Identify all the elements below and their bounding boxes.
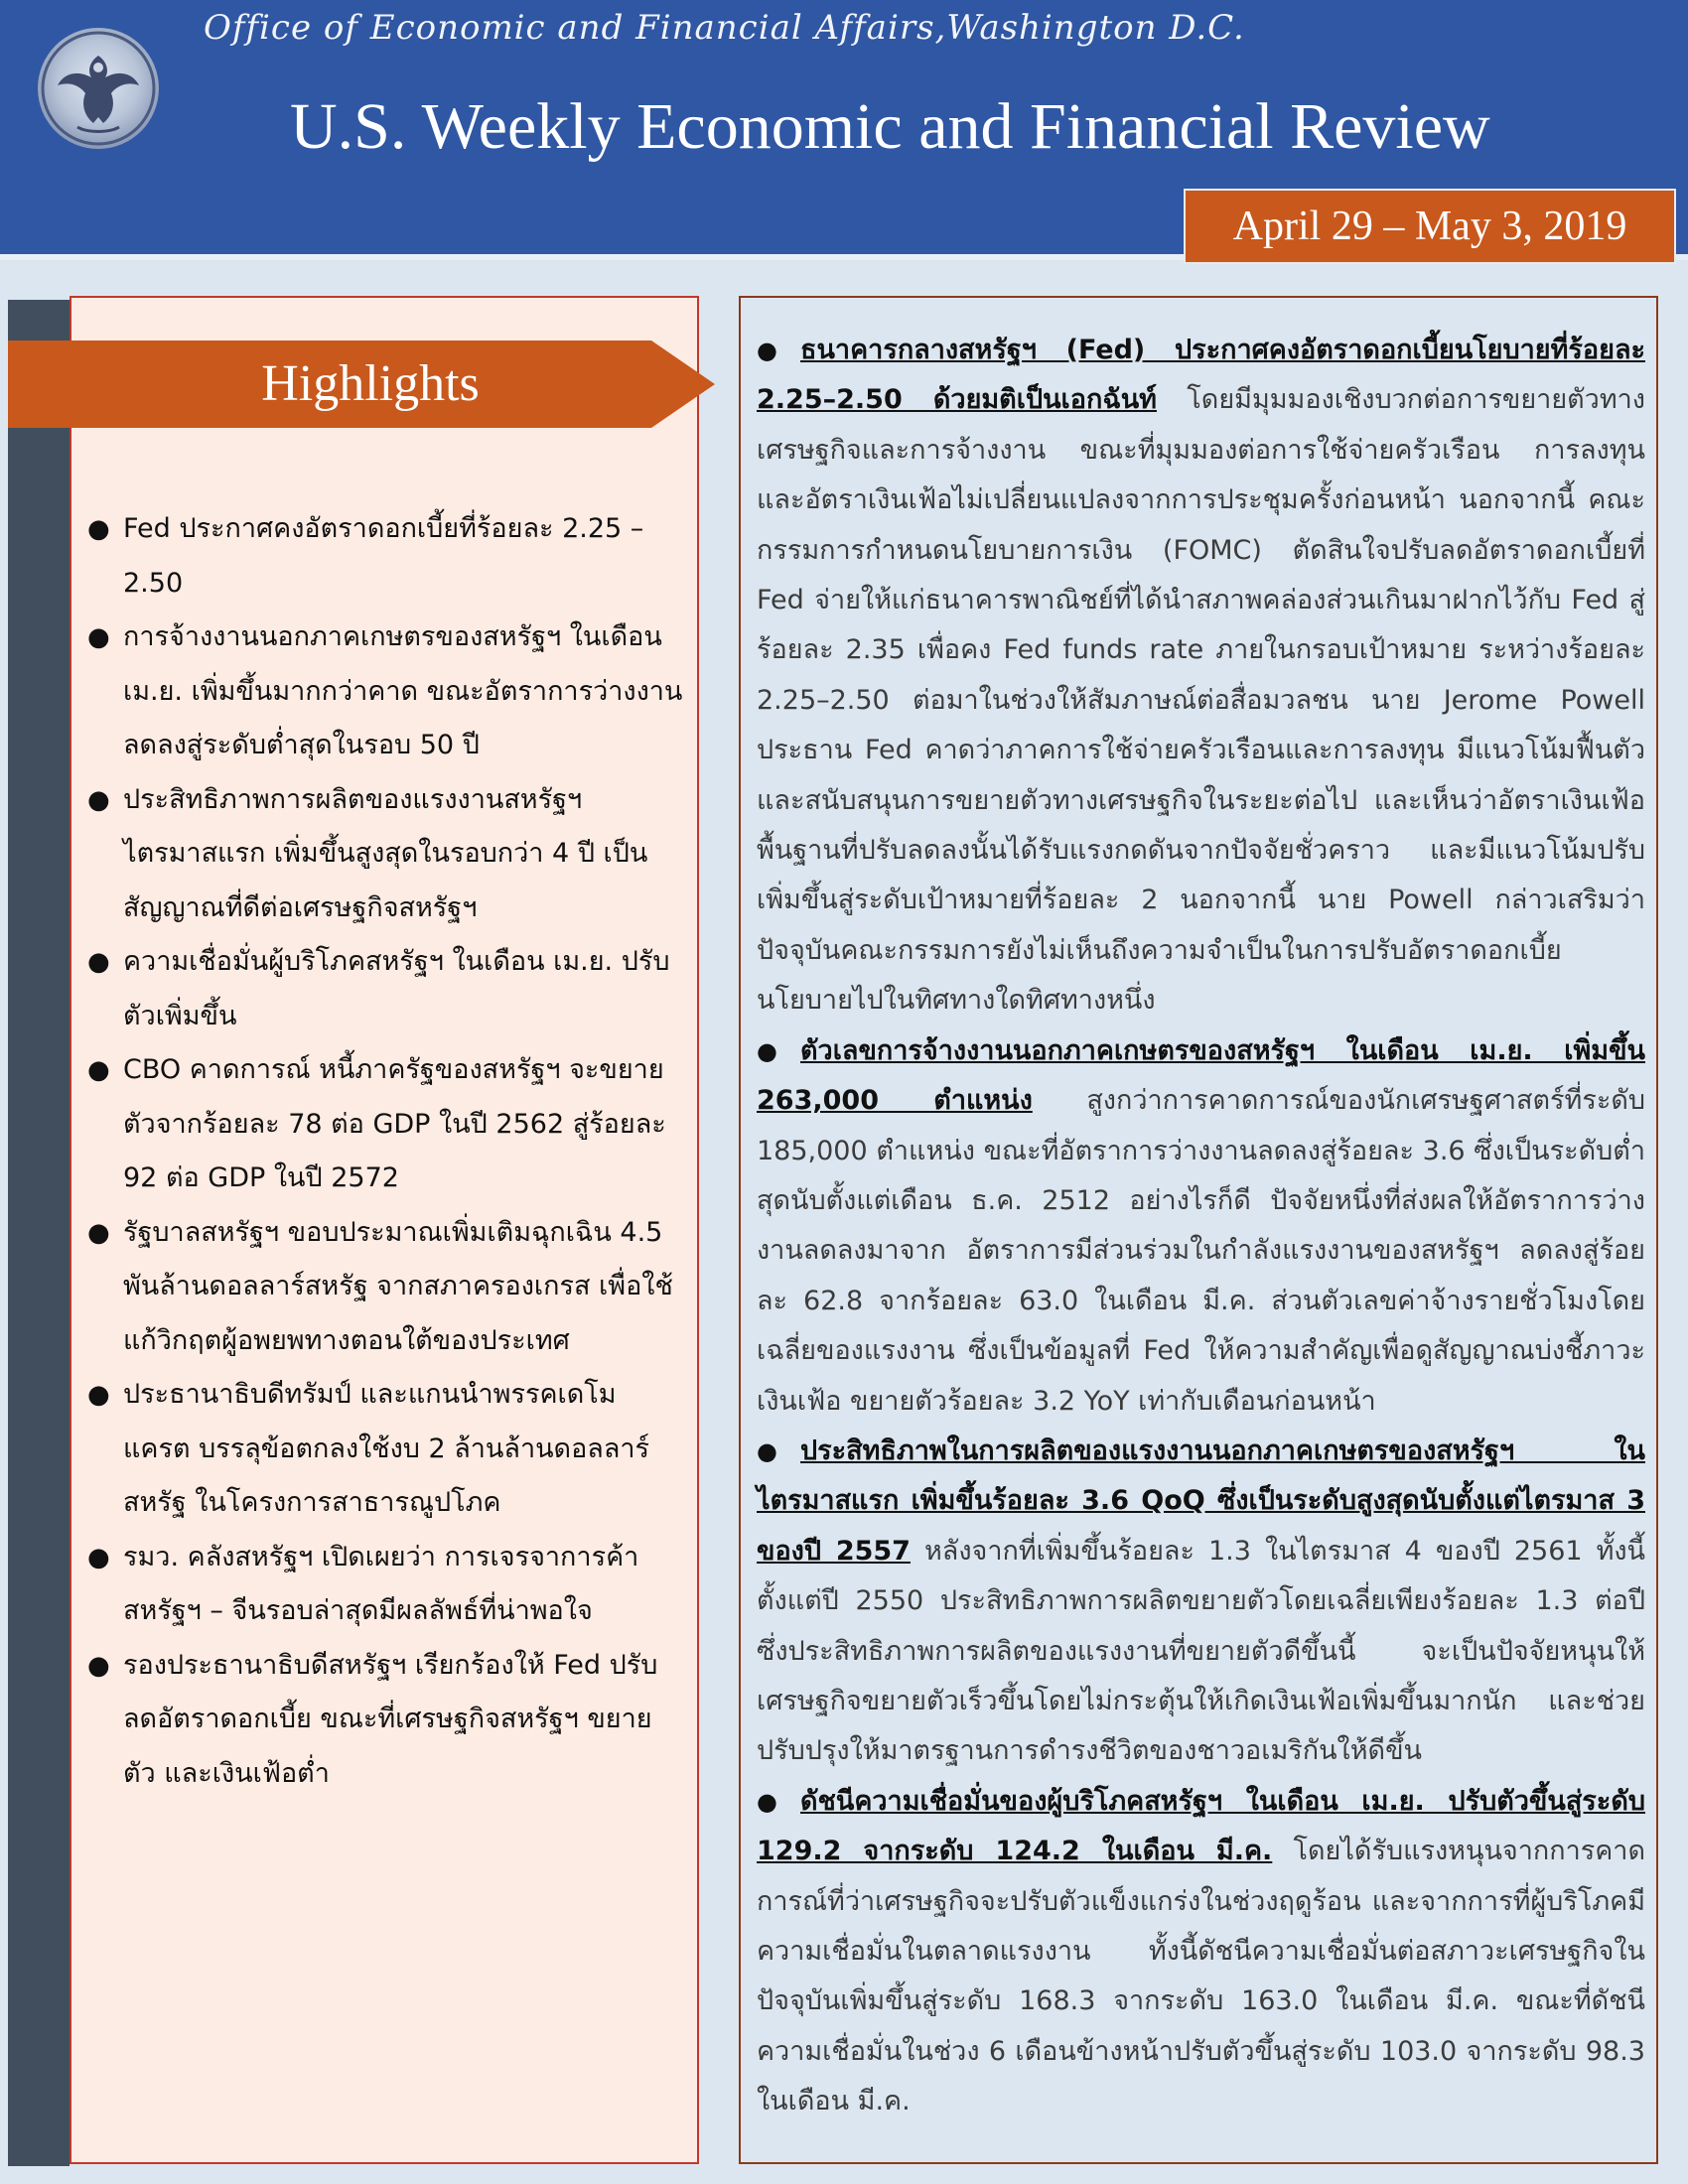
highlights-list	[87, 502, 683, 1801]
article-lead: ดัชนีความเชื่อมั่นของผู้บริโภคสหรัฐฯ ในเดือน เม.ย. ปรับตัวขึ้นสู่ระดับ 129.2 จากระดับ 124.2 ในเดือน มี.ค.	[757, 1785, 1645, 1867]
list-item: ● รองประธานาธิบดีสหรัฐฯ เรียกร้องให้ Fed ปรับลดอัตราดอกเบี้ย ขณะที่เศรษฐกิจสหรัฐฯ ขยายตัว และเงินเฟ้อต่ำ	[87, 1639, 683, 1802]
bullet-icon: ●	[757, 337, 777, 364]
article-consumer-confidence	[757, 1777, 1645, 2127]
list-item: ● ความเชื่อมั่นผู้บริโภคสหรัฐฯ ในเดือน เม.ย. ปรับตัวเพิ่มขึ้น	[87, 935, 683, 1043]
bullet-icon: ●	[757, 1436, 777, 1465]
articles-content	[757, 326, 1645, 2127]
bullet-icon: ●	[757, 1036, 777, 1065]
list-item: ● รัฐบาลสหรัฐฯ ขอบประมาณเพิ่มเติมฉุกเฉิน 4.5 พันล้านดอลลาร์สหรัฐ จากสภาครองเกรส เพื่อใช้แก้วิกฤตผู้อพยพทางตอนใต้ของประเทศ	[87, 1206, 683, 1369]
page-title: U.S. Weekly Economic and Financial Review	[290, 90, 1490, 163]
highlights-banner	[8, 341, 715, 428]
article-body: หลังจากที่เพิ่มขึ้นร้อยละ 1.3 ในไตรมาส 4 ของปี 2561 ทั้งนี้ตั้งแต่ปี 2550 ประสิทธิภาพการผลิตขยายตัวโดยเฉลี่ยเพียงร้อยละ 1.3 ต่อปี ซึ่งประสิทธิภาพการผลิตของแรงงานที่ขยายตัวดีขึ้นนี้ จะเป็นปัจจัยหนุนให้เศรษฐกิจขยายตัวเร็วขึ้นโดยไม่กระตุ้นให้เกิดเงินเฟ้อเพิ่มขึ้นมากนัก และช่วยปรับปรุงให้มาตรฐานการดำรงชีวิตของชาวอเมริกันให้ดีขึ้น	[757, 1535, 1646, 1767]
date-range-badge: April 29 – May 3, 2019	[1184, 189, 1676, 264]
list-item: ● การจ้างงานนอกภาคเกษตรของสหรัฐฯ ในเดือน เม.ย. เพิ่มขึ้นมากกว่าคาด ขณะอัตราการว่างงานลดลงสู่ระดับต่ำสุดในรอบ 50 ปี	[87, 611, 683, 773]
article-lead: ธนาคารกลางสหรัฐฯ (Fed) ประกาศคงอัตราดอกเบี้ยนโยบายที่ร้อยละ 2.25–2.50 ด้วยมติเป็นเอกฉันท์	[757, 335, 1645, 416]
bullet-icon: ●	[757, 1787, 777, 1816]
highlights-heading: Highlights	[261, 355, 480, 412]
list-item: ● CBO คาดการณ์ หนี้ภาครัฐของสหรัฐฯ จะขยายตัวจากร้อยละ 78 ต่อ GDP ในปี 2562 สู่ร้อยละ 92 ต่อ GDP ในปี 2572	[87, 1043, 683, 1206]
list-item: ● ประสิทธิภาพการผลิตของแรงงานสหรัฐฯ ไตรมาสแรก เพิ่มขึ้นสูงสุดในรอบกว่า 4 ปี เป็นสัญญาณที่ดีต่อเศรษฐกิจสหรัฐฯ	[87, 773, 683, 936]
article-body: สูงกว่าการคาดการณ์ของนักเศรษฐศาสตร์ที่ระดับ 185,000 ตำแหน่ง ขณะที่อัตราการว่างงานลดลงสู่ร้อยละ 3.6 ซึ่งเป็นระดับต่ำสุดนับตั้งแต่เดือน ธ.ค. 2512 อย่างไรก็ดี ปัจจัยหนึ่งที่ส่งผลให้อัตราการว่างงานลดลงมาจาก อัตราการมีส่วนร่วมในกำลังแรงงานของสหรัฐฯ ลดลงสู่ร้อยละ 62.8 จากร้อยละ 63.0 ในเดือน มี.ค. ส่วนตัวเลขค่าจ้างรายชั่วโมงโดยเฉลี่ยของแรงงาน ซึ่งเป็นข้อมูลที่ Fed ให้ความสำคัญเพื่อดูสัญญาณบ่งชี้ภาวะเงินเฟ้อ ขยายตัวร้อยละ 3.2 YoY เท่ากับเดือนก่อนหน้า	[757, 1085, 1645, 1417]
list-item: ● Fed ประกาศคงอัตราดอกเบี้ยที่ร้อยละ 2.25 – 2.50	[87, 502, 683, 611]
article-body: โดยมีมุมมองเชิงบวกต่อการขยายตัวทางเศรษฐกิจและการจ้างงาน ขณะที่มุมมองต่อการใช้จ่ายครัวเรือน การลงทุน และอัตราเงินเฟ้อไม่เปลี่ยนแปลงจากการประชุมครั้งก่อนหน้า นอกจากนี้ คณะกรรมการกำหนดนโยบายการเงิน (FOMC) ตัดสินใจปรับลดอัตราดอกเบี้ยที่ Fed จ่ายให้แก่ธนาคารพาณิชย์ที่ได้นำสภาพคล่องส่วนเกินมาฝากไว้กับ Fed สู่ร้อยละ 2.35 เพื่อคง Fed funds rate ภายในกรอบเป้าหมาย ระหว่างร้อยละ 2.25–2.50 ต่อมาในช่วงให้สัมภาษณ์ต่อสื่อมวลชน นาย Jerome Powell ประธาน Fed คาดว่าภาคการใช้จ่ายครัวเรือนและการลงทุน มีแนวโน้มฟื้นตัวและสนับสนุนการขยายตัวทางเศรษฐกิจในระยะต่อไป และเห็นว่าอัตราเงินเฟ้อพื้นฐานที่ปรับลดลงนั้นได้รับแรงกดดันจากปัจจัยชั่วคราว และมีแนวโน้มปรับเพิ่มขึ้นสู่ระดับเป้าหมายที่ร้อยละ 2 นอกจากนี้ นาย Powell กล่าวเสริมว่า ปัจจุบันคณะกรรมการยังไม่เห็นถึงความจำเป็นในการปรับอัตราดอกเบี้ยนโยบายไปในทิศทางใดทิศทางหนึ่ง	[757, 384, 1645, 1017]
page-header	[0, 0, 1688, 260]
eagle-seal-icon	[38, 28, 159, 149]
article-employment	[757, 1026, 1645, 1427]
article-productivity	[757, 1427, 1645, 1777]
office-name: Office of Economic and Financial Affairs,Washington D.C.	[204, 8, 1245, 48]
list-item: ● รมว. คลังสหรัฐฯ เปิดเผยว่า การเจรจาการค้าสหรัฐฯ – จีนรอบล่าสุดมีผลลัพธ์ที่น่าพอใจ	[87, 1531, 683, 1639]
list-item: ● ประธานาธิบดีทรัมป์ และแกนนำพรรคเดโมแครต บรรลุข้อตกลงใช้งบ 2 ล้านล้านดอลลาร์สหรัฐ ในโครงการสาธารณูปโภค	[87, 1368, 683, 1531]
article-fed-rate	[757, 326, 1645, 1026]
article-lead: ตัวเลขการจ้างงานนอกภาคเกษตรของสหรัฐฯ ในเดือน เม.ย. เพิ่มขึ้น 263,000 ตำแหน่ง	[757, 1034, 1645, 1117]
left-side-bar	[8, 300, 70, 2166]
article-lead: ประสิทธิภาพในการผลิตของแรงงานนอกภาคเกษตรของสหรัฐฯ ในไตรมาสแรก เพิ่มขึ้นร้อยละ 3.6 QoQ ซึ่งเป็นระดับสูงสุดนับตั้งแต่ไตรมาส 3 ของปี 2557	[757, 1434, 1645, 1567]
article-body: โดยได้รับแรงหนุนจากการคาดการณ์ที่ว่าเศรษฐกิจจะปรับตัวแข็งแกร่งในช่วงฤดูร้อน และจากการที่ผู้บริโภคมีความเชื่อมั่นในตลาดแรงงาน ทั้งนี้ดัชนีความเชื่อมั่นต่อสภาวะเศรษฐกิจในปัจจุบันเพิ่มขึ้นสู่ระดับ 168.3 จากระดับ 163.0 ในเดือน มี.ค. ขณะที่ดัชนีความเชื่อมั่นในช่วง 6 เดือนข้างหน้าปรับตัวขึ้นสู่ระดับ 103.0 จากระดับ 98.3 ในเดือน มี.ค.	[757, 1836, 1645, 2117]
